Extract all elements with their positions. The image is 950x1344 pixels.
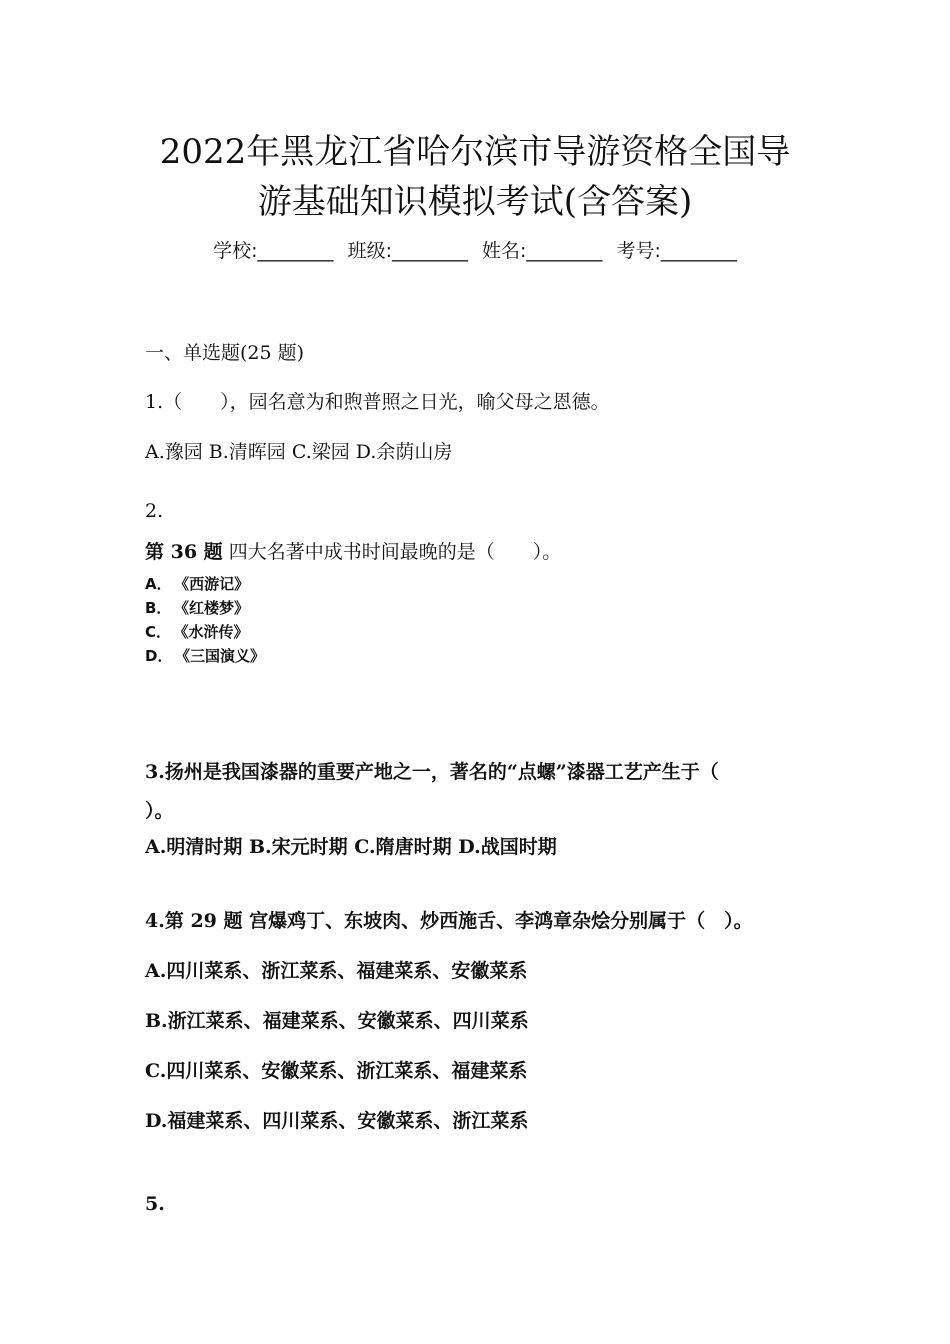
question-1-stem: 1.（ ），园名意为和煦普照之日光，喻父母之恩德。 <box>145 391 610 413</box>
question-3-options: A.明清时期 B.宋元时期 C.隋唐时期 D.战国时期 <box>145 836 557 858</box>
exam-number-field: 考号:________ <box>616 240 737 262</box>
option-text: 《红楼梦》 <box>181 599 249 617</box>
document-title-line2: 游基础知识模拟考试(含答案) <box>257 182 693 222</box>
option-text: 《西游记》 <box>181 575 250 593</box>
name-field: 姓名:________ <box>482 240 603 262</box>
question-2-stem <box>145 537 561 564</box>
school-field: 学校:________ <box>213 240 334 262</box>
question-4-option-d: D.福建菜系、四川菜系、安徽菜系、浙江菜系 <box>145 1110 529 1132</box>
option-text: 《三国演义》 <box>182 647 265 665</box>
question-2-stem-text: 四大名著中成书时间最晚的是（ ）。 <box>222 541 562 563</box>
option-letter: B． <box>145 599 172 617</box>
question-3-stem-line1: 3.扬州是我国漆器的重要产地之一，著名的“点螺”漆器工艺产生于（ <box>145 761 719 783</box>
student-info-row <box>0 236 950 263</box>
option-letter: C． <box>145 623 172 641</box>
question-2-stem-prefix: 第 36 题 <box>145 541 223 563</box>
question-4-stem: 4.第 29 题 宫爆鸡丁、东坡肉、炒西施舌、李鸿章杂烩分别属于（ ）。 <box>145 910 753 932</box>
question-2-option-c <box>145 621 249 642</box>
question-2-option-a <box>145 573 249 594</box>
section-heading: 一、单选题(25 题) <box>145 342 305 364</box>
question-2-option-b <box>145 597 249 618</box>
document-title-line1: 2022年黑龙江省哈尔滨市导游资格全国导 <box>159 132 791 172</box>
question-2-option-d <box>145 645 265 666</box>
question-4-option-a: A.四川菜系、浙江菜系、福建菜系、安徽菜系 <box>145 960 528 982</box>
question-4-option-b: B.浙江菜系、福建菜系、安徽菜系、四川菜系 <box>145 1010 529 1032</box>
question-1-options: A.豫园 B.清晖园 C.梁园 D.余荫山房 <box>145 441 453 463</box>
question-4-option-c: C.四川菜系、安徽菜系、浙江菜系、福建菜系 <box>145 1060 528 1082</box>
question-5-number: 5. <box>145 1193 165 1215</box>
option-text: 《水浒传》 <box>181 623 249 641</box>
question-3-stem-line2: ）。 <box>145 800 174 822</box>
class-field: 班级:________ <box>347 240 468 262</box>
question-2-number: 2. <box>145 500 164 522</box>
option-letter: A． <box>145 575 172 593</box>
option-letter: D． <box>145 647 173 665</box>
